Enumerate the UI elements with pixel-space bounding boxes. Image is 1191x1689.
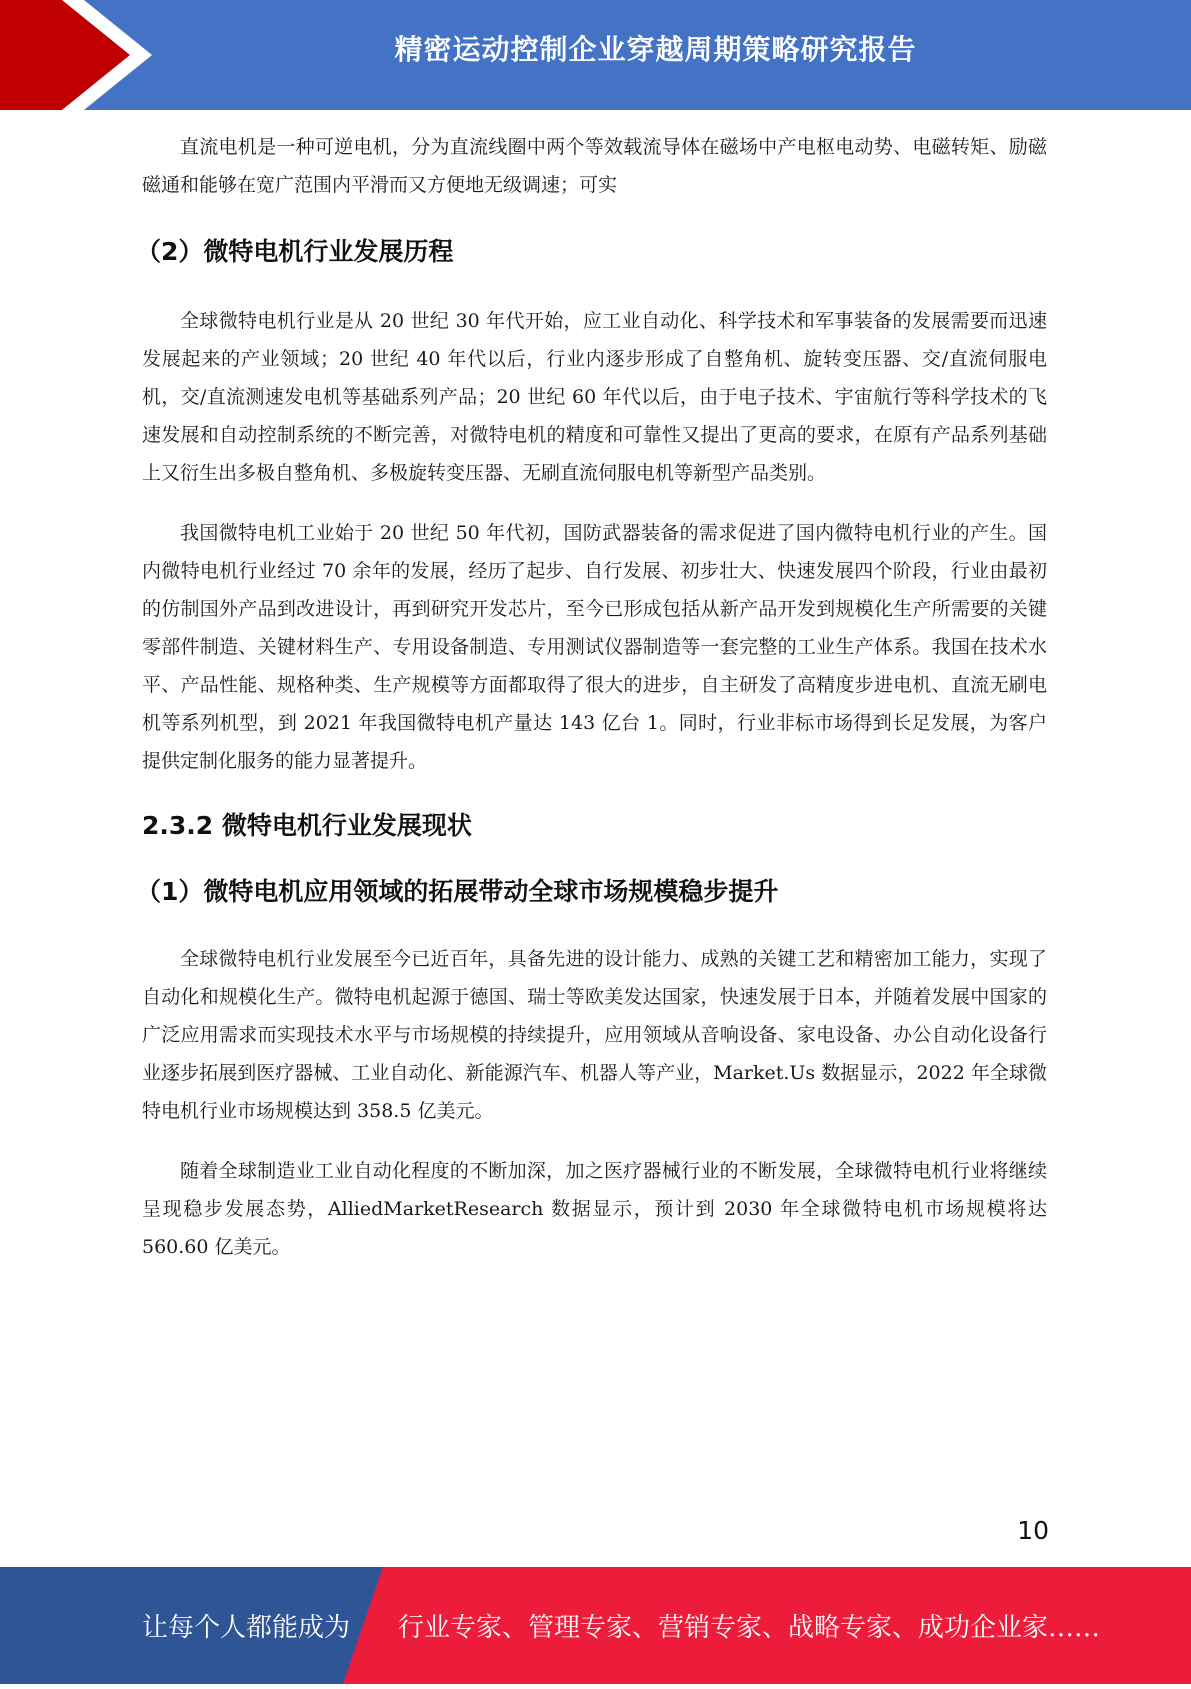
paragraph-global-history: 全球微特电机行业是从 20 世纪 30 年代开始，应工业自动化、科学技术和军事装备的发展需要而迅速发展起来的产业领域；20 世纪 40 年代以后，行业内逐步形成了自整角机、旋转变压器、交/直流伺服电机，交/直流测速发电机等基础系列产品；20 世纪 60 年代以后，由于电子技术、宇宙航行等科学技术的飞速发展和自动控制系统的不断完善，对微特电机的精度和可靠性又提出了更高的要求，在原有产品系列基础上又衍生出多极自整角机、多极旋转变压器、无刷直流伺服电机等新型产品类别。	[142, 310, 1047, 484]
paragraph-china-history: 我国微特电机工业始于 20 世纪 50 年代初，国防武器装备的需求促进了国内微特电机行业的产生。国内微特电机行业经过 70 余年的发展，经历了起步、自行发展、初步壮大、快速发展四个阶段，行业由最初的仿制国外产品到改进设计，再到研究开发芯片，至今已形成包括从新产品开发到规模化生产所需要的关键零部件制造、关键材料生产、专用设备制造、专用测试仪器制造等一套完整的工业生产体系。我国在技术水平、产品性能、规格种类、生产规模等方面都取得了很大的进步，自主研发了高精度步进电机、直流无刷电机等系列机型，到 2021 年我国微特电机产量达 143 亿台 1。同时，行业非标市场得到长足发展，为客户提供定制化服务的能力显著提升。	[142, 522, 1047, 772]
footer-banner	[0, 1567, 1191, 1684]
document-body	[136, 128, 1047, 1266]
footer-slogan-right: 行业专家、管理专家、营销专家、战略专家、成功企业家……	[398, 1613, 1101, 1643]
section-heading-application-fields: （1）微特电机应用领域的拓展带动全球市场规模稳步提升	[136, 877, 779, 906]
section-heading-2-3-2: 2.3.2 微特电机行业发展现状	[142, 811, 472, 840]
paragraph-dc-motor: 直流电机是一种可逆电机，分为直流线圈中两个等效载流导体在磁场中产电枢电动势、电磁转矩、励磁磁通和能够在宽广范围内平滑而又方便地无级调速；可实	[142, 136, 1047, 196]
header-banner	[0, 0, 1191, 110]
header-arrow-decoration	[0, 0, 160, 110]
section-heading-development-history: （2）微特电机行业发展历程	[136, 237, 454, 266]
report-title: 精密运动控制企业穿越周期策略研究报告	[394, 33, 917, 66]
footer-slogan-left: 让每个人都能成为	[142, 1613, 351, 1643]
page-number: 10	[1017, 1516, 1049, 1545]
paragraph-market-forecast: 随着全球制造业工业自动化程度的不断加深，加之医疗器械行业的不断发展，全球微特电机行业将继续呈现稳步发展态势，AlliedMarketResearch 数据显示，预计到 2030 年全球微特电机市场规模将达 560.60 亿美元。	[142, 1160, 1047, 1258]
paragraph-global-market: 全球微特电机行业发展至今已近百年，具备先进的设计能力、成熟的关键工艺和精密加工能力，实现了自动化和规模化生产。微特电机起源于德国、瑞士等欧美发达国家，快速发展于日本，并随着发展中国家的广泛应用需求而实现技术水平与市场规模的持续提升，应用领域从音响设备、家电设备、办公自动化设备行业逐步拓展到医疗器械、工业自动化、新能源汽车、机器人等产业，Market.Us 数据显示，2022 年全球微特电机行业市场规模达到 358.5 亿美元。	[142, 948, 1047, 1122]
